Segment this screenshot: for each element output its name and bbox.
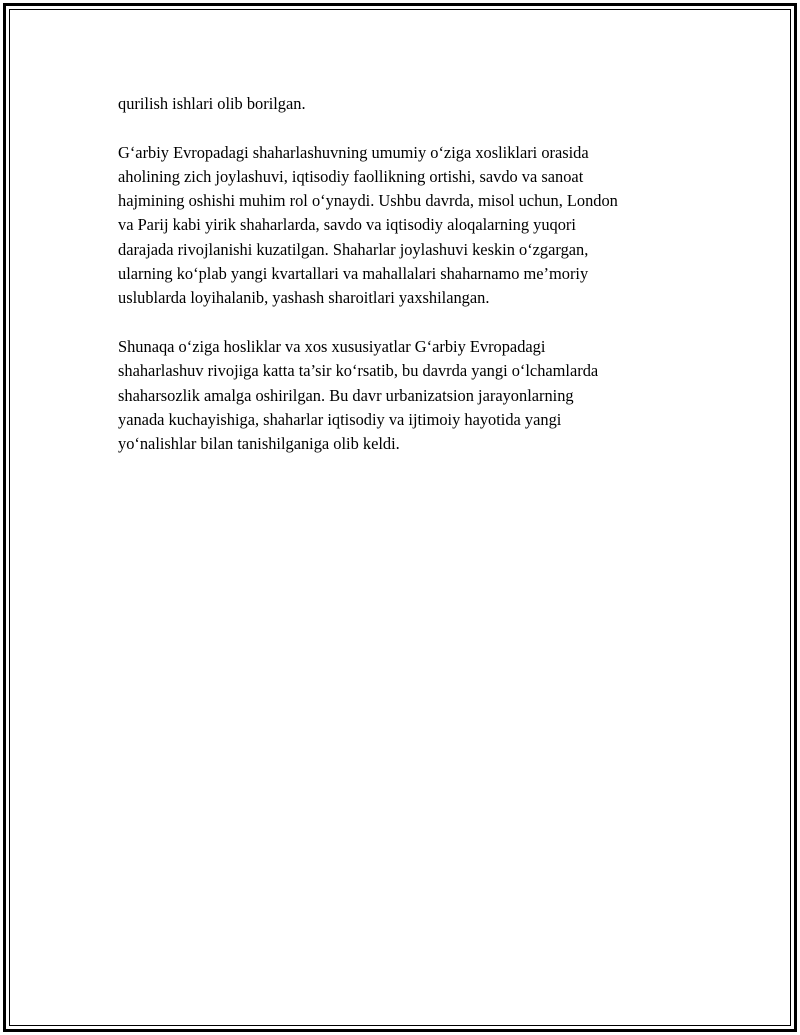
text-line: Shunaqa o‘ziga hosliklar va xos xususiyatlar G‘arbiy Evropadagi [118, 336, 546, 356]
text-line: yanada kuchayishiga, shaharlar iqtisodiy va ijtimoiy hayotida yangi [118, 409, 562, 429]
paragraph-1 [118, 92, 698, 116]
document-body [118, 92, 698, 456]
text-line: shaharlashuv rivojiga katta ta’sir ko‘rsatib, bu davrda yangi o‘lchamlarda [118, 361, 599, 381]
text-line: uslublarda loyihalanib, yashash sharoitlari yaxshilangan. [118, 288, 490, 308]
text-line: qurilish ishlari olib borilgan. [118, 94, 306, 113]
text-line: hajmining oshishi muhim rol o‘ynaydi. Ushbu davrda, misol uchun, London [118, 191, 618, 211]
paragraph-2 [118, 141, 698, 311]
text-line: darajada rivojlanishi kuzatilgan. Shaharlar joylashuvi keskin o‘zgargan, [118, 239, 589, 259]
text-line: va Parij kabi yirik shaharlarda, savdo va iqtisodiy aloqalarning yuqori [118, 215, 576, 235]
text-line: G‘arbiy Evropadagi shaharlashuvning umumiy o‘ziga xosliklari orasida [118, 142, 589, 162]
paragraph-3 [118, 335, 698, 456]
text-line: yo‘nalishlar bilan tanishilganiga olib keldi. [118, 434, 400, 454]
text-line: shaharsozlik amalga oshirilgan. Bu davr urbanizatsion jarayonlarning [118, 385, 574, 405]
text-line: ularning ko‘plab yangi kvartallari va mahallalari shaharnamo me’moriy [118, 264, 589, 284]
text-line: aholining zich joylashuvi, iqtisodiy faollikning ortishi, savdo va sanoat [118, 166, 584, 186]
